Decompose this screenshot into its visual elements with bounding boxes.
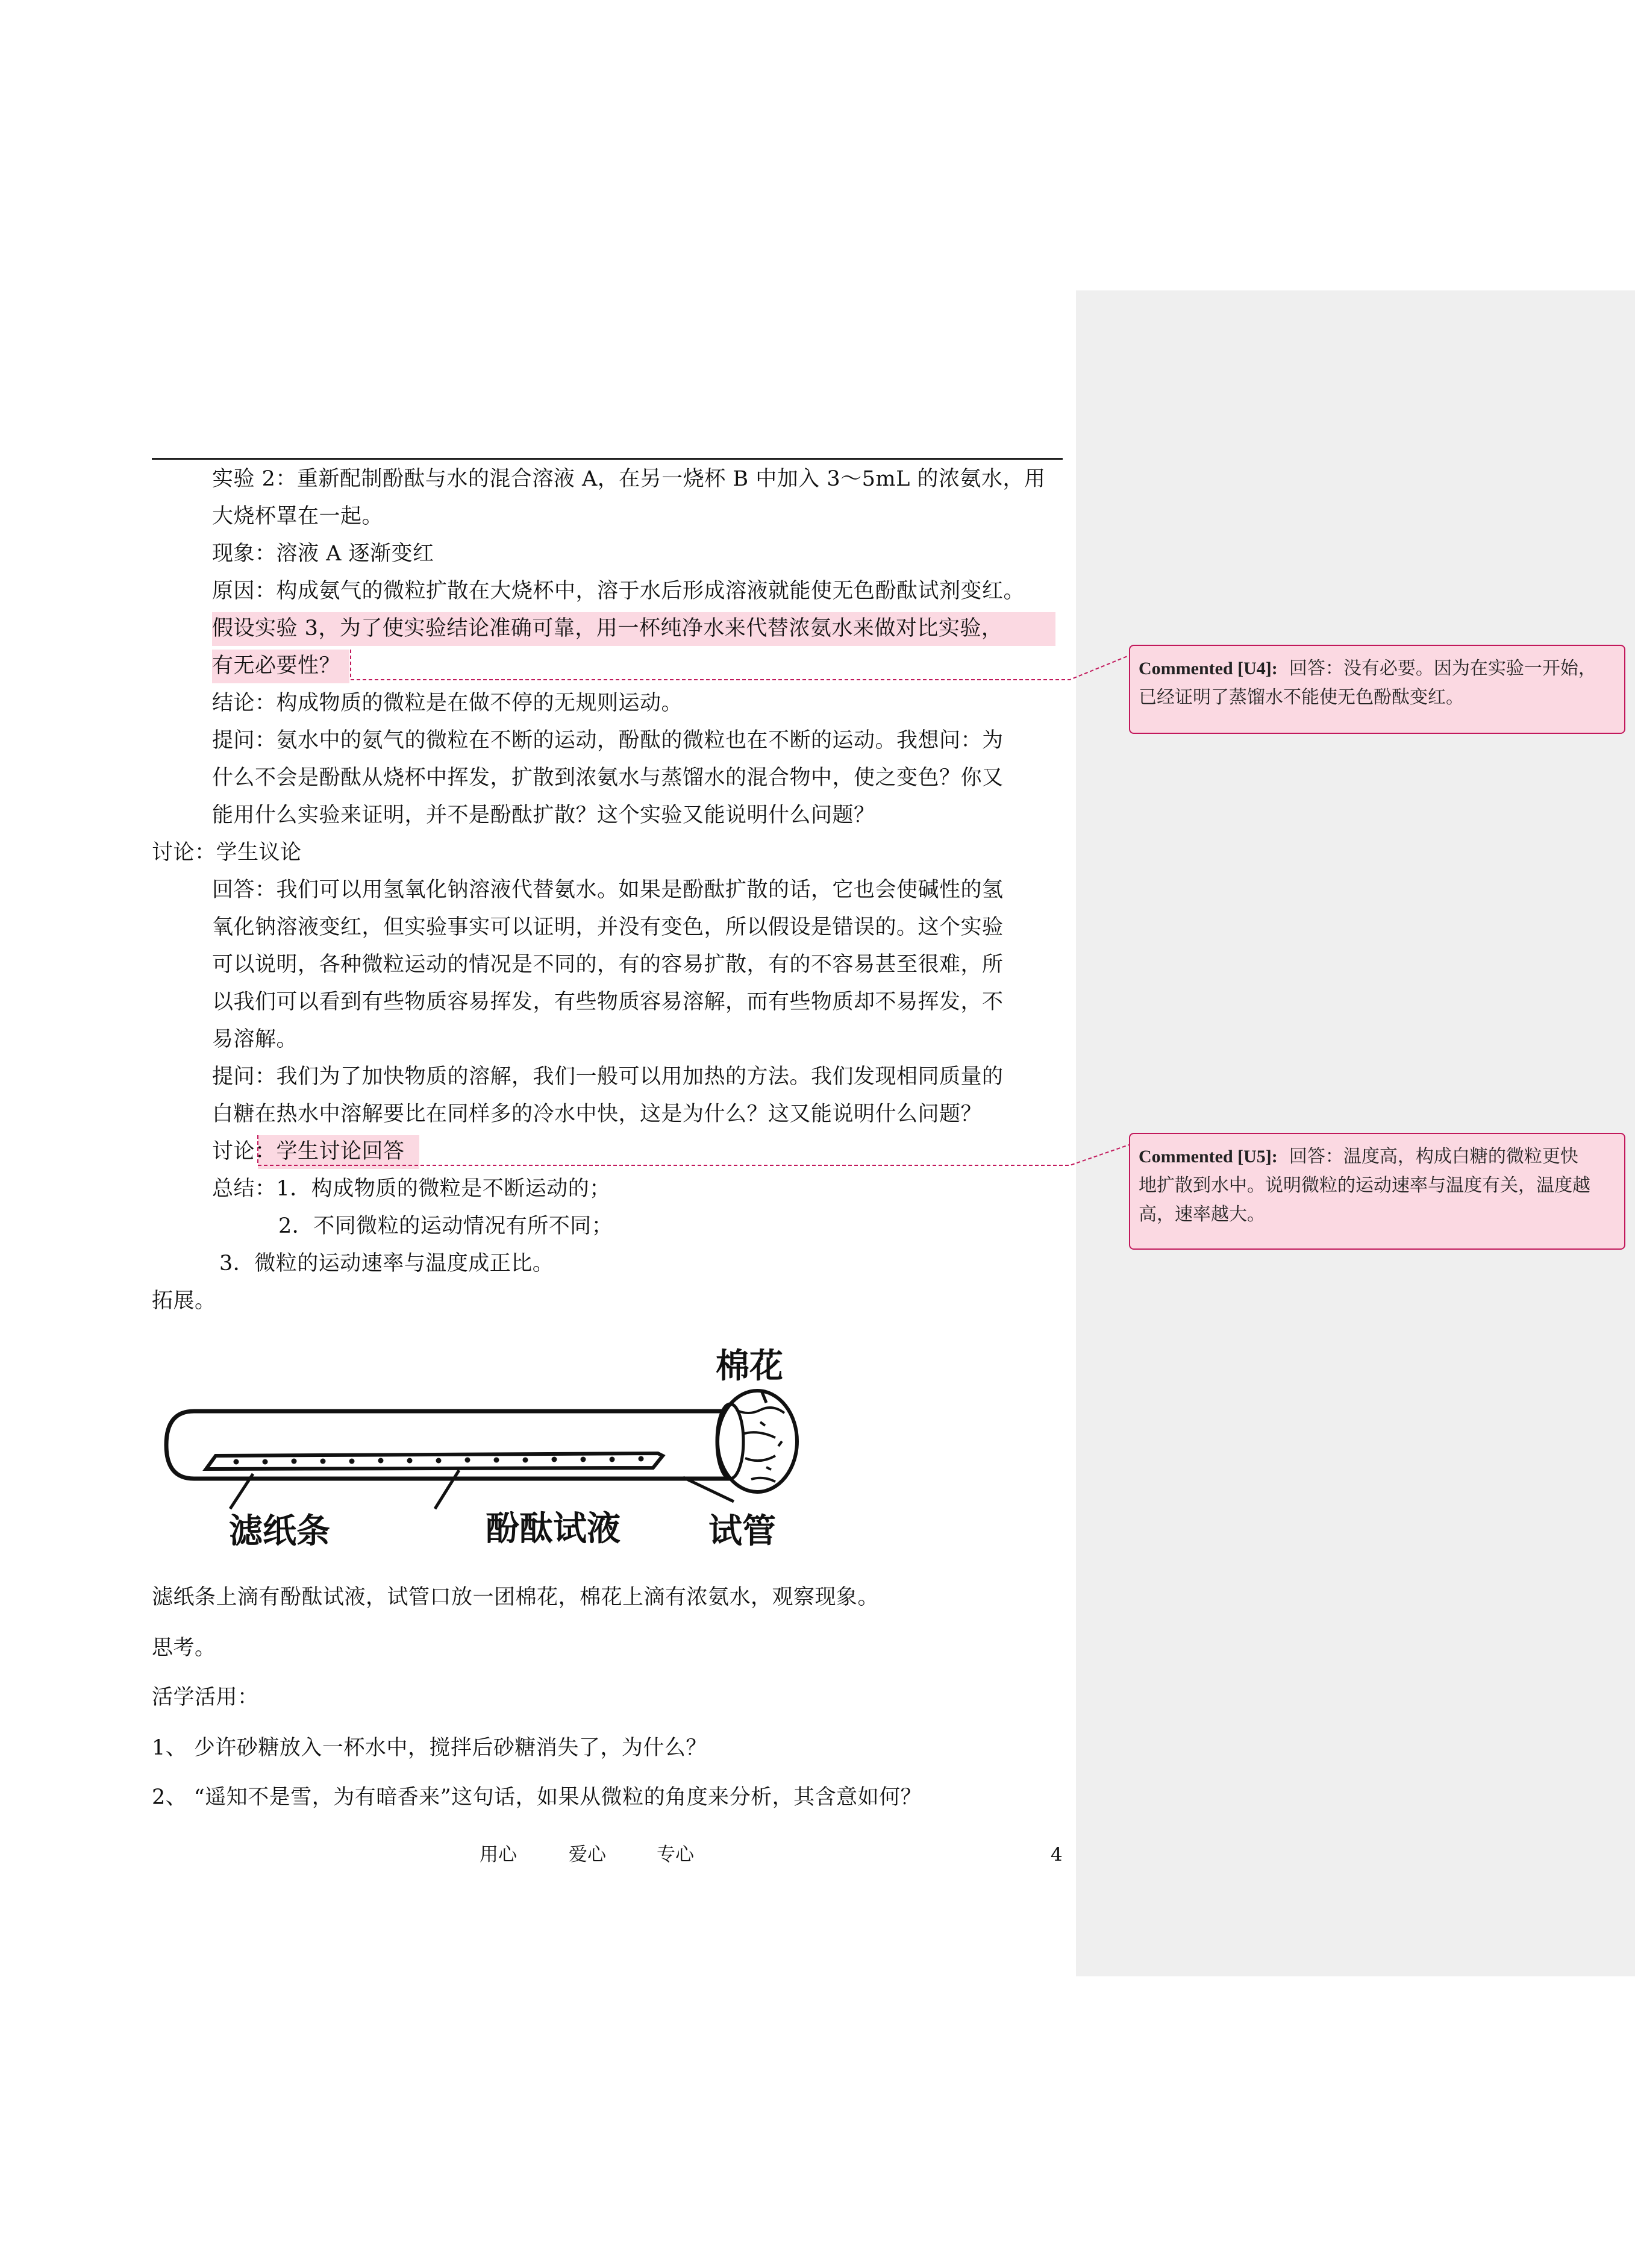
text-answer-cont: 氧化钠溶液变红，但实验事实可以证明，并没有变色，所以假设是错误的。这个实验 [212,915,1004,939]
text-question-1-cont2: 能用什么实验来证明，并不是酚酞扩散？这个实验又能说明什么问题？ [212,803,875,827]
leader-phenol [435,1470,459,1509]
text-question-1: 提问：氨水中的氨气的微粒在不断的运动，酚酞的微粒也在不断的运动。我想问：为 [212,728,1004,753]
comment-u5-text2: 地扩散到水中。说明微粒的运动速率与温度有关，温度越 [1139,1175,1590,1196]
text-discussion-2 [212,1133,405,1170]
text-apply: 活学活用： [152,1685,259,1709]
text-experiment-2: 实验 2：重新配制酚酞与水的混合溶液 A，在另一烧杯 B 中加入 3～5mL 的浓氨水，用 [212,467,1046,491]
text-figure-caption: 滤纸条上滴有酚酞试液，试管口放一团棉花，棉花上滴有浓氨水，观察现象。 [152,1585,880,1609]
comment-u5-title: Commented [U5]: [1139,1147,1278,1167]
text-experiment-2-cont: 大烧杯罩在一起。 [212,504,384,528]
header-rule [152,458,1063,460]
text-question-1-cont: 什么不会是酚酞从烧杯中挥发，扩散到浓氨水与蒸馏水的混合物中，使之变色？你又 [212,766,1004,790]
connector-u4 [351,656,1129,680]
comment-u5[interactable] [1129,1133,1625,1250]
text-summary-1: 总结：1．构成物质的微粒是不断运动的； [212,1177,611,1201]
footer-motto-1: 用心 [480,1844,517,1865]
footer-motto-3: 专心 [657,1844,694,1865]
text-answer-cont2: 可以说明，各种微粒运动的情况是不同的，有的容易扩散，有的不容易甚至很难，所 [212,953,1004,977]
filter-paper-strip [206,1453,663,1469]
cotton-ball [717,1391,797,1492]
leader-tube [683,1477,734,1502]
text-apply-q1: 1、 少许砂糖放入一杯水中，搅拌后砂糖消失了，为什么？ [152,1736,707,1760]
text-apply-q2: 2、 “遥知不是雪，为有暗香来”这句话，如果从微粒的角度来分析，其含意如何？ [152,1785,922,1809]
comment-u5-text1: 回答：温度高，构成白糖的微粒更快 [1289,1146,1578,1167]
discussion-label: 讨论 [212,1139,255,1164]
text-reason: 原因：构成氨气的微粒扩散在大烧杯中，溶于水后形成溶液就能使无色酚酞试剂变红。 [212,579,1025,603]
label-cotton: 棉花 [716,1347,783,1386]
comment-u5-line1 [1139,1142,1616,1171]
footer-motto-2: 爱心 [569,1844,606,1865]
text-hypothesis-cont: 有无必要性？ [212,654,341,678]
text-phenomenon: 现象：溶液 A 逐渐变红 [212,542,434,566]
comment-u4-text2: 已经证明了蒸馏水不能使无色酚酞变红。 [1139,687,1464,708]
label-filter-paper: 滤纸条 [229,1512,330,1551]
label-test-tube: 试管 [708,1512,776,1551]
comment-u4-line1 [1139,654,1616,683]
comment-u5-text3: 高，速率越大。 [1139,1204,1265,1225]
text-hypothesis: 假设实验 3，为了使实验结论准确可靠，用一杯纯净水来代替浓氨水来做对比实验， [212,616,1003,641]
comment-u4-text1: 回答：没有必要。因为在实验一开始， [1289,658,1596,679]
text-question-2: 提问：我们为了加快物质的溶解，我们一般可以用加热的方法。我们发现相同质量的 [212,1065,1004,1089]
text-answer-cont3: 以我们可以看到有些物质容易挥发，有些物质容易溶解，而有些物质却不易挥发，不 [212,990,1004,1014]
discussion-highlighted: ：学生讨论回答 [255,1139,405,1164]
text-extension: 拓展。 [152,1289,216,1313]
text-discussion-1: 讨论：学生议论 [152,841,302,865]
text-conclusion: 结论：构成物质的微粒是在做不停的无规则运动。 [212,691,683,715]
comment-u4-title: Commented [U4]: [1139,659,1278,678]
page-number: 4 [1051,1844,1063,1865]
label-phenolphthalein: 酚酞试液 [486,1509,621,1549]
text-summary-2: 2．不同微粒的运动情况有所不同； [278,1214,613,1238]
text-think: 思考。 [152,1636,216,1660]
text-answer-cont4: 易溶解。 [212,1027,298,1051]
comment-u4[interactable] [1129,645,1625,734]
text-summary-3: 3．微粒的运动速率与温度成正比。 [219,1251,554,1276]
text-question-2-cont: 白糖在热水中溶解要比在同样多的冷水中快，这是为什么？这又能说明什么问题？ [212,1102,983,1126]
text-answer: 回答：我们可以用氢氧化钠溶液代替氨水。如果是酚酞扩散的话，它也会使碱性的氢 [212,878,1004,902]
